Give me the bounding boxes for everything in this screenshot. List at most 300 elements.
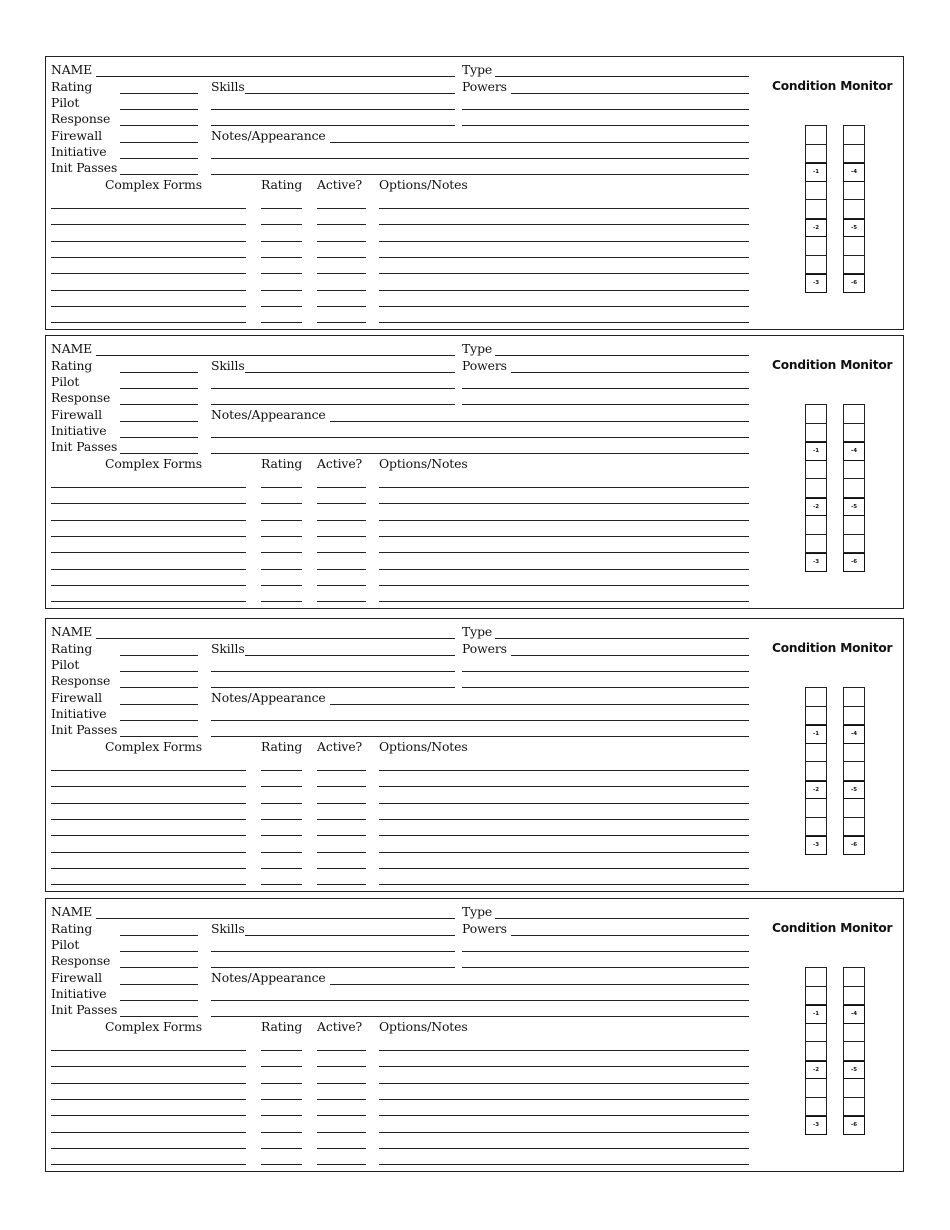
complex-form-rating-field[interactable]	[261, 819, 302, 820]
condition-box[interactable]	[844, 516, 864, 535]
initiative-field[interactable]	[120, 158, 198, 159]
complex-form-notes-field[interactable]	[379, 241, 749, 242]
condition-box[interactable]	[806, 707, 826, 726]
condition-modifier-box[interactable]: -3	[805, 274, 827, 293]
condition-box[interactable]	[844, 237, 864, 256]
complex-form-rating-field[interactable]	[261, 1099, 302, 1100]
condition-modifier-box[interactable]: -6	[843, 274, 865, 293]
complex-form-notes-field[interactable]	[379, 1066, 749, 1067]
condition-box[interactable]	[806, 1042, 826, 1061]
rating-field[interactable]	[120, 935, 198, 936]
name-field[interactable]	[96, 355, 455, 356]
complex-form-rating-field[interactable]	[261, 1083, 302, 1084]
response-field[interactable]	[120, 967, 198, 968]
type-field[interactable]	[495, 355, 749, 356]
complex-form-active-field[interactable]	[317, 503, 366, 504]
notes-field[interactable]	[330, 984, 749, 985]
condition-box[interactable]	[806, 405, 826, 424]
pilot-field[interactable]	[120, 109, 198, 110]
complex-form-notes-field[interactable]	[379, 1164, 749, 1165]
notes-appearance-label: Notes/Appearance	[211, 128, 326, 143]
condition-modifier-box[interactable]: -5	[843, 1061, 865, 1080]
complex-form-rating-field[interactable]	[261, 503, 302, 504]
powers-field[interactable]	[511, 655, 749, 656]
complex-form-active-field[interactable]	[317, 1050, 366, 1051]
complex-form-name-field[interactable]	[51, 852, 246, 853]
condition-box[interactable]	[844, 744, 864, 763]
complex-form-name-field[interactable]	[51, 819, 246, 820]
response-field[interactable]	[120, 125, 198, 126]
complex-form-rating-field[interactable]	[261, 306, 302, 307]
complex-form-name-field[interactable]	[51, 884, 246, 885]
condition-box[interactable]	[844, 1079, 864, 1098]
condition-box[interactable]	[844, 535, 864, 554]
complex-form-notes-field[interactable]	[379, 868, 749, 869]
complex-form-active-field[interactable]	[317, 208, 366, 209]
complex-form-active-field[interactable]	[317, 601, 366, 602]
complex-form-notes-field[interactable]	[379, 224, 749, 225]
skills-field[interactable]	[245, 93, 455, 94]
complex-form-name-field[interactable]	[51, 503, 246, 504]
rating-field[interactable]	[120, 655, 198, 656]
condition-box[interactable]	[844, 968, 864, 987]
powers-field-2[interactable]	[462, 671, 749, 672]
complex-form-rating-field[interactable]	[261, 257, 302, 258]
notes-field-3[interactable]	[211, 736, 749, 737]
complex-form-active-field[interactable]	[317, 487, 366, 488]
complex-form-active-field[interactable]	[317, 1148, 366, 1149]
skills-field-2[interactable]	[211, 388, 455, 389]
response-field[interactable]	[120, 404, 198, 405]
rating-label: Rating	[51, 358, 93, 373]
condition-box[interactable]	[806, 182, 826, 201]
complex-form-rating-field[interactable]	[261, 552, 302, 553]
complex-form-active-field[interactable]	[317, 852, 366, 853]
complex-form-name-field[interactable]	[51, 585, 246, 586]
notes-appearance-label: Notes/Appearance	[211, 970, 326, 985]
complex-form-notes-field[interactable]	[379, 290, 749, 291]
init-passes-field[interactable]	[120, 736, 198, 737]
complex-form-name-field[interactable]	[51, 835, 246, 836]
complex-form-name-field[interactable]	[51, 569, 246, 570]
condition-box[interactable]	[806, 1024, 826, 1043]
condition-modifier-box[interactable]: -3	[805, 836, 827, 855]
skills-field-2[interactable]	[211, 951, 455, 952]
name-field[interactable]	[96, 76, 455, 77]
condition-box[interactable]	[806, 424, 826, 443]
condition-modifier-box[interactable]: -1	[805, 163, 827, 182]
complex-form-notes-field[interactable]	[379, 552, 749, 553]
condition-box[interactable]	[806, 516, 826, 535]
condition-box[interactable]	[844, 145, 864, 164]
complex-form-rating-field[interactable]	[261, 852, 302, 853]
powers-field[interactable]	[511, 93, 749, 94]
condition-box[interactable]	[844, 424, 864, 443]
powers-field[interactable]	[511, 935, 749, 936]
name-field[interactable]	[96, 918, 455, 919]
type-label: Type	[462, 62, 493, 77]
complex-form-name-field[interactable]	[51, 257, 246, 258]
type-field[interactable]	[495, 638, 749, 639]
skills-field-3[interactable]	[211, 967, 455, 968]
complex-form-name-field[interactable]	[51, 1083, 246, 1084]
complex-form-notes-field[interactable]	[379, 884, 749, 885]
condition-box[interactable]	[844, 405, 864, 424]
type-label: Type	[462, 341, 493, 356]
firewall-field[interactable]	[120, 142, 198, 143]
condition-box[interactable]	[844, 200, 864, 219]
complex-form-notes-field[interactable]	[379, 322, 749, 323]
skills-field-3[interactable]	[211, 404, 455, 405]
pilot-field[interactable]	[120, 388, 198, 389]
powers-field-2[interactable]	[462, 951, 749, 952]
condition-modifier-box[interactable]: -6	[843, 553, 865, 572]
condition-track-right	[843, 125, 865, 293]
notes-field-3[interactable]	[211, 453, 749, 454]
complex-form-active-field[interactable]	[317, 241, 366, 242]
initiative-label: Initiative	[51, 986, 107, 1001]
active-header: Active?	[317, 739, 363, 754]
powers-field-3[interactable]	[462, 967, 749, 968]
type-label: Type	[462, 624, 493, 639]
condition-modifier-box[interactable]: -4	[843, 725, 865, 744]
condition-track-left	[805, 125, 827, 293]
condition-box[interactable]	[844, 479, 864, 498]
complex-form-name-field[interactable]	[51, 1164, 246, 1165]
complex-form-name-field[interactable]	[51, 1132, 246, 1133]
powers-label: Powers	[462, 358, 507, 373]
complex-form-rating-field[interactable]	[261, 241, 302, 242]
sprite-block-2	[45, 335, 904, 609]
sprite-block-4	[45, 898, 904, 1172]
condition-box[interactable]	[806, 688, 826, 707]
condition-box[interactable]	[844, 182, 864, 201]
condition-modifier-box[interactable]: -5	[843, 219, 865, 238]
complex-form-rating-field[interactable]	[261, 322, 302, 323]
name-field[interactable]	[96, 638, 455, 639]
complex-form-rating-field[interactable]	[261, 1132, 302, 1133]
complex-form-active-field[interactable]	[317, 803, 366, 804]
complex-form-rating-field[interactable]	[261, 1164, 302, 1165]
complex-form-rating-field[interactable]	[261, 585, 302, 586]
condition-modifier-box[interactable]: -2	[805, 781, 827, 800]
skills-field[interactable]	[245, 372, 455, 373]
condition-box[interactable]	[806, 145, 826, 164]
notes-field-3[interactable]	[211, 174, 749, 175]
initiative-field[interactable]	[120, 720, 198, 721]
complex-form-active-field[interactable]	[317, 273, 366, 274]
condition-box[interactable]	[844, 688, 864, 707]
complex-form-rating-field[interactable]	[261, 1115, 302, 1116]
condition-box[interactable]	[806, 237, 826, 256]
initiative-field[interactable]	[120, 437, 198, 438]
complex-form-notes-field[interactable]	[379, 569, 749, 570]
complex-form-active-field[interactable]	[317, 819, 366, 820]
complex-form-notes-field[interactable]	[379, 487, 749, 488]
complex-form-name-field[interactable]	[51, 241, 246, 242]
complex-form-rating-field[interactable]	[261, 273, 302, 274]
complex-form-rating-field[interactable]	[261, 290, 302, 291]
complex-form-notes-field[interactable]	[379, 1115, 749, 1116]
response-label: Response	[51, 953, 111, 968]
complex-form-name-field[interactable]	[51, 770, 246, 771]
complex-form-name-field[interactable]	[51, 290, 246, 291]
condition-box[interactable]	[844, 1024, 864, 1043]
complex-form-active-field[interactable]	[317, 536, 366, 537]
condition-modifier-box[interactable]: -3	[805, 1116, 827, 1135]
complex-form-rating-field[interactable]	[261, 884, 302, 885]
complex-form-notes-field[interactable]	[379, 1050, 749, 1051]
skills-field[interactable]	[245, 935, 455, 936]
complex-form-notes-field[interactable]	[379, 1148, 749, 1149]
condition-modifier-box[interactable]: -4	[843, 163, 865, 182]
complex-form-rating-field[interactable]	[261, 868, 302, 869]
condition-modifier-box[interactable]: -3	[805, 553, 827, 572]
condition-modifier-box[interactable]: -1	[805, 442, 827, 461]
notes-field-2[interactable]	[211, 437, 749, 438]
complex-form-name-field[interactable]	[51, 601, 246, 602]
complex-form-active-field[interactable]	[317, 569, 366, 570]
type-field[interactable]	[495, 918, 749, 919]
condition-box[interactable]	[806, 744, 826, 763]
complex-form-name-field[interactable]	[51, 552, 246, 553]
pilot-field[interactable]	[120, 671, 198, 672]
condition-box[interactable]	[806, 799, 826, 818]
complex-form-active-field[interactable]	[317, 290, 366, 291]
complex-form-notes-field[interactable]	[379, 1099, 749, 1100]
response-label: Response	[51, 390, 111, 405]
complex-form-name-field[interactable]	[51, 322, 246, 323]
complex-form-active-field[interactable]	[317, 257, 366, 258]
complex-form-active-field[interactable]	[317, 770, 366, 771]
rating-field[interactable]	[120, 372, 198, 373]
complex-form-notes-field[interactable]	[379, 852, 749, 853]
condition-box[interactable]	[806, 479, 826, 498]
condition-track-right	[843, 687, 865, 855]
condition-modifier-box[interactable]: -6	[843, 836, 865, 855]
condition-box[interactable]	[844, 987, 864, 1006]
complex-form-active-field[interactable]	[317, 1099, 366, 1100]
powers-field-3[interactable]	[462, 404, 749, 405]
pilot-label: Pilot	[51, 374, 80, 389]
condition-modifier-box[interactable]: -2	[805, 219, 827, 238]
complex-form-name-field[interactable]	[51, 786, 246, 787]
complex-form-name-field[interactable]	[51, 487, 246, 488]
response-field[interactable]	[120, 687, 198, 688]
complex-form-rating-field[interactable]	[261, 224, 302, 225]
complex-form-notes-field[interactable]	[379, 536, 749, 537]
condition-box[interactable]	[844, 256, 864, 275]
complex-form-rating-field[interactable]	[261, 520, 302, 521]
name-label: NAME	[51, 904, 93, 919]
complex-form-notes-field[interactable]	[379, 257, 749, 258]
condition-box[interactable]	[806, 256, 826, 275]
complex-form-notes-field[interactable]	[379, 273, 749, 274]
complex-form-name-field[interactable]	[51, 208, 246, 209]
pilot-field[interactable]	[120, 951, 198, 952]
condition-box[interactable]	[844, 1098, 864, 1117]
condition-modifier-box[interactable]: -6	[843, 1116, 865, 1135]
init-passes-field[interactable]	[120, 1016, 198, 1017]
condition-modifier-box[interactable]: -5	[843, 781, 865, 800]
skills-label: Skills	[211, 358, 245, 373]
condition-modifier-box[interactable]: -1	[805, 725, 827, 744]
skills-field-3[interactable]	[211, 125, 455, 126]
complex-form-active-field[interactable]	[317, 1164, 366, 1165]
complex-form-name-field[interactable]	[51, 1099, 246, 1100]
powers-label: Powers	[462, 79, 507, 94]
condition-box[interactable]	[844, 461, 864, 480]
complex-form-name-field[interactable]	[51, 1148, 246, 1149]
complex-form-notes-field[interactable]	[379, 503, 749, 504]
complex-form-rating-field[interactable]	[261, 770, 302, 771]
complex-form-notes-field[interactable]	[379, 770, 749, 771]
condition-box[interactable]	[806, 126, 826, 145]
complex-form-rating-field[interactable]	[261, 803, 302, 804]
condition-box[interactable]	[806, 818, 826, 837]
pilot-label: Pilot	[51, 657, 80, 672]
condition-modifier-box[interactable]: -5	[843, 498, 865, 517]
rating-field[interactable]	[120, 93, 198, 94]
notes-field[interactable]	[330, 421, 749, 422]
type-field[interactable]	[495, 76, 749, 77]
complex-form-name-field[interactable]	[51, 1115, 246, 1116]
condition-box[interactable]	[806, 535, 826, 554]
skills-field[interactable]	[245, 655, 455, 656]
complex-form-notes-field[interactable]	[379, 1132, 749, 1133]
complex-form-rating-field[interactable]	[261, 835, 302, 836]
complex-form-active-field[interactable]	[317, 585, 366, 586]
condition-box[interactable]	[844, 762, 864, 781]
notes-field-3[interactable]	[211, 1016, 749, 1017]
complex-form-notes-field[interactable]	[379, 786, 749, 787]
complex-form-rating-field[interactable]	[261, 536, 302, 537]
complex-form-name-field[interactable]	[51, 803, 246, 804]
complex-form-rating-field[interactable]	[261, 1050, 302, 1051]
condition-modifier-box[interactable]: -2	[805, 1061, 827, 1080]
complex-form-rating-field[interactable]	[261, 487, 302, 488]
condition-box[interactable]	[844, 126, 864, 145]
cf-rating-header: Rating	[261, 177, 303, 192]
powers-field-3[interactable]	[462, 687, 749, 688]
notes-appearance-label: Notes/Appearance	[211, 407, 326, 422]
complex-form-active-field[interactable]	[317, 884, 366, 885]
skills-field-2[interactable]	[211, 671, 455, 672]
complex-form-notes-field[interactable]	[379, 585, 749, 586]
notes-field-2[interactable]	[211, 720, 749, 721]
condition-box[interactable]	[844, 707, 864, 726]
firewall-field[interactable]	[120, 704, 198, 705]
complex-form-name-field[interactable]	[51, 273, 246, 274]
initiative-field[interactable]	[120, 1000, 198, 1001]
init-passes-label: Init Passes	[51, 722, 118, 737]
complex-form-name-field[interactable]	[51, 536, 246, 537]
complex-form-name-field[interactable]	[51, 520, 246, 521]
condition-box[interactable]	[806, 461, 826, 480]
complex-form-active-field[interactable]	[317, 1083, 366, 1084]
condition-box[interactable]	[806, 1098, 826, 1117]
firewall-field[interactable]	[120, 421, 198, 422]
complex-form-active-field[interactable]	[317, 224, 366, 225]
complex-form-rating-field[interactable]	[261, 786, 302, 787]
condition-box[interactable]	[806, 1079, 826, 1098]
condition-modifier-box[interactable]: -1	[805, 1005, 827, 1024]
init-passes-field[interactable]	[120, 453, 198, 454]
sprite-block-3	[45, 618, 904, 892]
complex-form-notes-field[interactable]	[379, 601, 749, 602]
notes-field-2[interactable]	[211, 1000, 749, 1001]
condition-box[interactable]	[844, 1042, 864, 1061]
condition-monitor-title: Condition Monitor	[772, 921, 893, 935]
complex-form-active-field[interactable]	[317, 1132, 366, 1133]
powers-field-2[interactable]	[462, 109, 749, 110]
complex-form-active-field[interactable]	[317, 306, 366, 307]
condition-box[interactable]	[806, 968, 826, 987]
condition-box[interactable]	[806, 987, 826, 1006]
complex-form-active-field[interactable]	[317, 868, 366, 869]
complex-form-notes-field[interactable]	[379, 520, 749, 521]
firewall-field[interactable]	[120, 984, 198, 985]
condition-box[interactable]	[806, 200, 826, 219]
complex-form-name-field[interactable]	[51, 1066, 246, 1067]
skills-field-3[interactable]	[211, 687, 455, 688]
response-label: Response	[51, 111, 111, 126]
notes-field[interactable]	[330, 142, 749, 143]
complex-form-rating-field[interactable]	[261, 208, 302, 209]
complex-form-active-field[interactable]	[317, 1066, 366, 1067]
complex-form-rating-field[interactable]	[261, 1066, 302, 1067]
complex-form-notes-field[interactable]	[379, 835, 749, 836]
complex-form-notes-field[interactable]	[379, 208, 749, 209]
skills-field-2[interactable]	[211, 109, 455, 110]
complex-form-notes-field[interactable]	[379, 803, 749, 804]
condition-monitor-title: Condition Monitor	[772, 358, 893, 372]
condition-modifier-box[interactable]: -2	[805, 498, 827, 517]
powers-field-2[interactable]	[462, 388, 749, 389]
condition-box[interactable]	[806, 762, 826, 781]
condition-modifier-box[interactable]: -4	[843, 1005, 865, 1024]
condition-box[interactable]	[844, 799, 864, 818]
complex-form-rating-field[interactable]	[261, 569, 302, 570]
complex-form-active-field[interactable]	[317, 520, 366, 521]
complex-form-active-field[interactable]	[317, 552, 366, 553]
complex-form-name-field[interactable]	[51, 868, 246, 869]
complex-form-rating-field[interactable]	[261, 601, 302, 602]
powers-label: Powers	[462, 641, 507, 656]
condition-modifier-box[interactable]: -4	[843, 442, 865, 461]
complex-form-active-field[interactable]	[317, 1115, 366, 1116]
complex-form-notes-field[interactable]	[379, 1083, 749, 1084]
firewall-label: Firewall	[51, 690, 102, 705]
complex-form-name-field[interactable]	[51, 1050, 246, 1051]
complex-form-active-field[interactable]	[317, 786, 366, 787]
complex-form-name-field[interactable]	[51, 224, 246, 225]
notes-field[interactable]	[330, 704, 749, 705]
powers-field-3[interactable]	[462, 125, 749, 126]
complex-form-active-field[interactable]	[317, 835, 366, 836]
powers-field[interactable]	[511, 372, 749, 373]
type-label: Type	[462, 904, 493, 919]
notes-field-2[interactable]	[211, 158, 749, 159]
options-notes-header: Options/Notes	[379, 177, 468, 192]
complex-form-notes-field[interactable]	[379, 306, 749, 307]
init-passes-field[interactable]	[120, 174, 198, 175]
complex-form-name-field[interactable]	[51, 306, 246, 307]
condition-box[interactable]	[844, 818, 864, 837]
complex-form-notes-field[interactable]	[379, 819, 749, 820]
complex-form-active-field[interactable]	[317, 322, 366, 323]
complex-form-rating-field[interactable]	[261, 1148, 302, 1149]
